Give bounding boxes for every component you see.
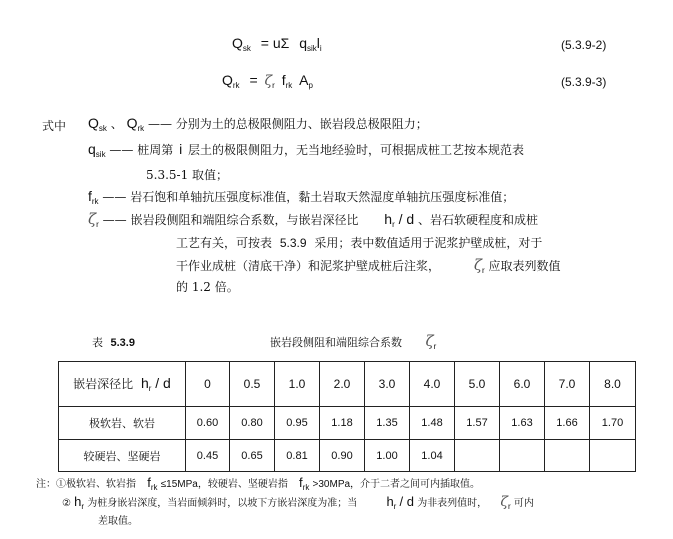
table-cell: 1.18 bbox=[320, 407, 365, 440]
note-1: 注：①极软岩、软岩指 $f_{rk} \le 15MPa$，较硬岩、坚硬岩指 $f_{rk} >30MPa$，介于二者之间可内插取值。 bbox=[36, 475, 481, 492]
table-row bbox=[59, 440, 636, 472]
zeta-symbol: ζ bbox=[264, 73, 273, 89]
header-value-cell: 4.0 bbox=[410, 362, 455, 407]
table-cell: 1.00 bbox=[365, 440, 410, 472]
table-cell: 0.80 bbox=[230, 407, 275, 440]
table-cell: 1.70 bbox=[590, 407, 636, 440]
row-label-cell: 较硬岩、坚硬岩 bbox=[59, 440, 186, 472]
header-value-cell: 6.0 bbox=[500, 362, 545, 407]
coefficient-table bbox=[58, 361, 636, 472]
table-cell bbox=[545, 440, 590, 472]
table-cell: 0.81 bbox=[275, 440, 320, 472]
table-cell: 0.95 bbox=[275, 407, 320, 440]
note-3: 差取值。 bbox=[98, 516, 138, 527]
where-intro: 式中 bbox=[42, 119, 67, 133]
header-value-cell: 0 bbox=[186, 362, 230, 407]
header-value-cell: 3.0 bbox=[365, 362, 410, 407]
where-line-7: 干作业成桩（清底干净）和泥浆护壁成桩后注浆， $\zeta_r$ 应取表列数值 bbox=[176, 256, 561, 275]
where-line-5: $\zeta_r$ —— 嵌岩段侧阻和端阻综合系数，与嵌岩深径比 $h_r$ / d 、岩石软硬程度和成桩 bbox=[88, 210, 539, 229]
header-value-cell: 5.0 bbox=[455, 362, 500, 407]
header-value-cell: 0.5 bbox=[230, 362, 275, 407]
table-cell: 1.04 bbox=[410, 440, 455, 472]
equation-number-1: (5.3.9-2) bbox=[561, 38, 607, 52]
sigma-symbol: Σ bbox=[280, 35, 290, 51]
table-cell: 0.45 bbox=[186, 440, 230, 472]
equation-qsk: $Q_{sk} = u\Sigma$ $q_{sik}l_i$ bbox=[232, 35, 322, 53]
table-cell: 0.60 bbox=[186, 407, 230, 440]
table-cell: 1.48 bbox=[410, 407, 455, 440]
table-cell: 0.90 bbox=[320, 440, 365, 472]
note-2: ② $h_r$ 为桩身嵌岩深度，当岩面倾斜时，以坡下方嵌岩深度为准；当 $h_r$ / d 为非表列值时， $\zeta_r$ 可内 bbox=[62, 494, 534, 511]
where-line-1: $Q_{sk}$ 、 $Q_{rk}$ —— 分别为土的总极限侧阻力、嵌岩段总极限阻力； bbox=[88, 115, 428, 133]
table-cell bbox=[590, 440, 636, 472]
table-cell: 1.35 bbox=[365, 407, 410, 440]
table-header-row bbox=[59, 362, 636, 407]
table-caption-title: 嵌岩段侧阻和端阻综合系数 $\zeta_r$ bbox=[270, 332, 437, 351]
header-value-cell: 8.0 bbox=[590, 362, 636, 407]
table-cell: 1.57 bbox=[455, 407, 500, 440]
equation-number-2: (5.3.9-3) bbox=[561, 75, 607, 89]
table-cell bbox=[455, 440, 500, 472]
row-label-cell: 极软岩、软岩 bbox=[59, 407, 186, 440]
where-line-6: 工艺有关，可按表 5.3.9 采用；表中数值适用于泥浆护壁成桩，对于 bbox=[176, 236, 543, 250]
where-line-8: 的 1.2 倍。 bbox=[176, 280, 239, 294]
header-value-cell: 2.0 bbox=[320, 362, 365, 407]
table-cell: 1.63 bbox=[500, 407, 545, 440]
where-line-3: 5.3.5-1 取值； bbox=[146, 168, 229, 182]
header-label-cell: 嵌岩深径比 $h_r$ / d bbox=[59, 362, 186, 407]
where-line-4: $f_{rk}$ —— 岩石饱和单轴抗压强度标准值，黏土岩取天然湿度单轴抗压强度标准值； bbox=[88, 188, 515, 206]
header-value-cell: 1.0 bbox=[275, 362, 320, 407]
table-row bbox=[59, 407, 636, 440]
table-cell: 0.65 bbox=[230, 440, 275, 472]
table-cell bbox=[500, 440, 545, 472]
table-cell: 1.66 bbox=[545, 407, 590, 440]
header-value-cell: 7.0 bbox=[545, 362, 590, 407]
equation-qrk: $Q_{rk} = \zeta_r$ $f_{rk}$ $A_p$ bbox=[222, 72, 313, 90]
where-line-2: $q_{sik}$ —— 桩周第 i 层土的极限侧阻力，无当地经验时，可根据成桩工艺按本规范表 bbox=[88, 141, 525, 159]
table-caption-number: 表 5.3.9 bbox=[92, 336, 135, 349]
